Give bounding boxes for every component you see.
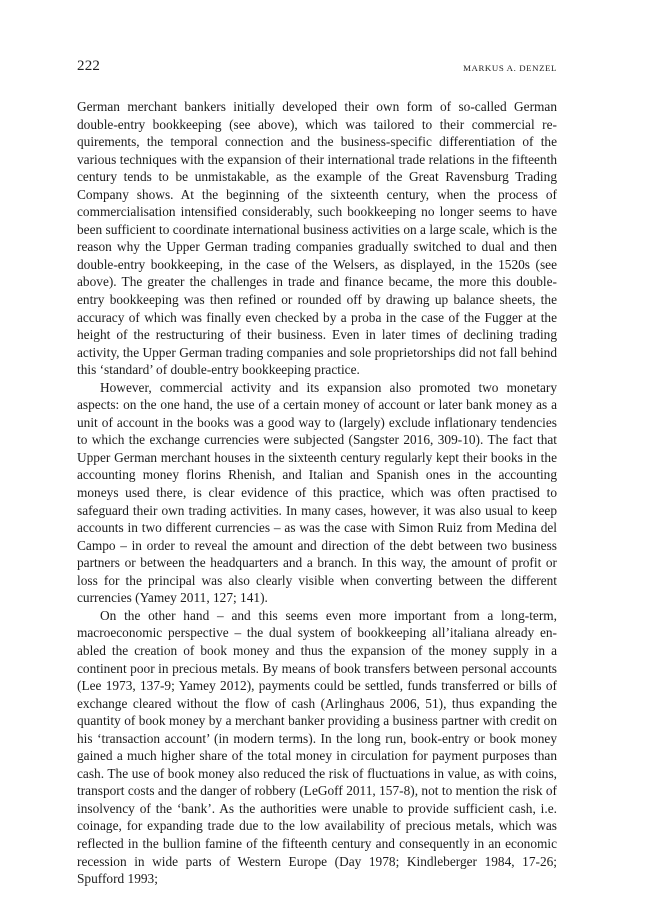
paragraph-2: However, commercial activity and its expansion also promoted two monetary aspects: on the one hand, the use of a certain money of account or later bank money as a unit of account in the books was a good way to (largely) exclude inflationary tendencies to which the exchange currencies were subjected (Sangster 2016, 309-10). The fact that Upper German merchant houses in the sixteenth century regularly kept their books in the accounting money florins Rhenish, and Italian and Spanish ones in the accounting moneys used there, is clear evidence of this practice, which was often practised to safeguard their own trading activities. In many cases, however, it was also usual to keep accounts in two different currencies – as was the case with Simon Ruiz from Medina del Campo – in order to reveal the amount and direction of the debt between two business partners or between the headquarters and a branch. In this way, the amount of profit or loss for the principal was also clearly visible when converting between the different currencies (Yamey 2011, 127; 141). [77, 379, 557, 606]
running-head-author: MARKUS A. DENZEL [463, 63, 557, 73]
body-text [77, 98, 557, 888]
paragraph-3: On the other hand – and this seems even more important from a long-term, macroeconomic perspective – the dual system of bookkeeping all’italiana already enabled the creation of book money and thus the expansion of the money supply in a continent poor in precious metals. By means of book transfers between personal accounts (Lee 1973, 137-9; Yamey 2012), payments could be settled, funds transferred or bills of exchange cleared without the flow of cash (Arlinghaus 2006, 51), thus expanding the quantity of book money by a merchant banker providing a business partner with credit on his ‘transaction account’ (in modern terms). In the long run, book-entry or book money gained a much higher share of the total money in circulation for payment purposes than cash. The use of book money also reduced the risk of fluctuations in value, as with coins, transport costs and the danger of robbery (LeGoff 2011, 157-8), not to mention the risk of insolvency of the ‘bank’. As the authorities were unable to provide sufficient cash, i.e. coinage, for expanding trade due to the low availability of precious metals, which was reflected in the bullion famine of the fifteenth century and consequently in an economic recession in wide parts of Western Europe (Day 1978; Kindleberger 1984, 17-26; Spufford 1993; [77, 607, 557, 887]
page-number: 222 [77, 58, 101, 74]
running-header [77, 58, 557, 82]
paragraph-1: German merchant bankers initially developed their own form of so-called German double-entry bookkeeping (see above), which was tailored to their commercial requirements, the temporal connection and the business-specific differentiation of the various techniques with the expansion of their international trade relations in the fifteenth century tends to be unmistakable, as the example of the Great Ravensburg Trading Company shows. At the beginning of the sixteenth century, when the process of commercialisation intensified considerably, such bookkeeping no longer seems to have been sufficient to coordinate international business activities on a large scale, which is the reason why the Upper German trading companies gradually switched to dual and then double-entry bookkeeping, in the case of the Welsers, as displayed, in the 1520s (see above). The greater the challenges in trade and finance became, the more this double-entry bookkeeping was then refined or rounded off by drawing up balance sheets, the accuracy of which was finally even checked by a proba in the case of the Fugger at the height of the restructuring of their business. Even in later times of declining trading activity, the Upper German trading companies and sole proprietorships did not fall behind this ‘standard’ of double-entry bookkeeping practice. [77, 99, 557, 378]
